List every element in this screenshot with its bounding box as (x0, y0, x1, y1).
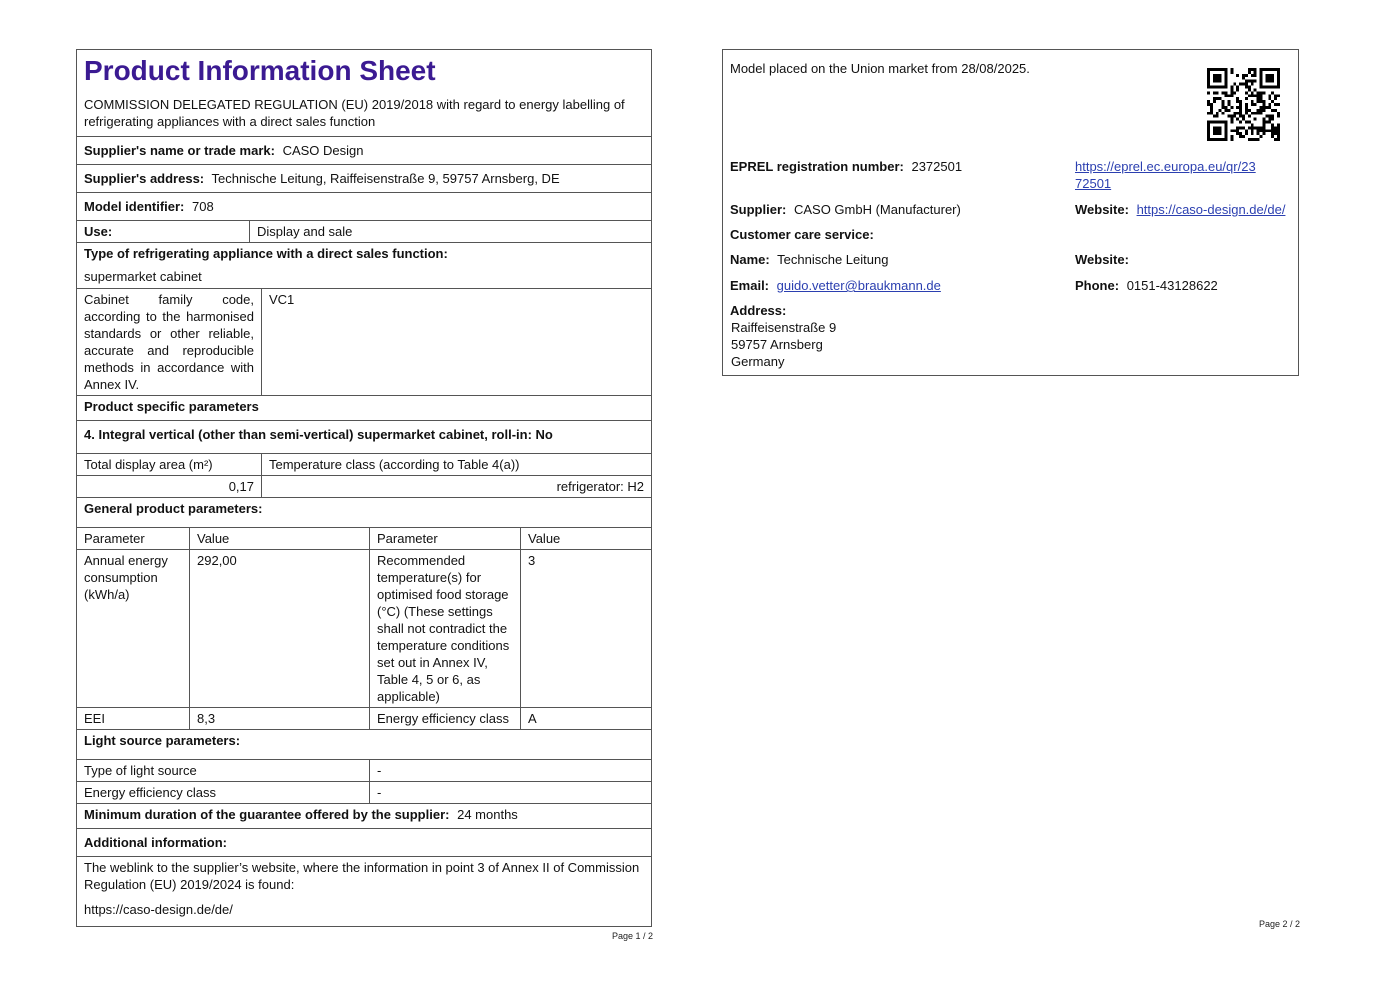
appliance-type-label: Type of refrigerating appliance with a direct sales function: (84, 246, 448, 261)
product-specific-heading: Product specific parameters (77, 395, 651, 420)
light-source-heading: Light source parameters: (77, 729, 651, 754)
customer-care-heading: Customer care service: (730, 227, 874, 242)
temperature-class-header: Temperature class (according to Table 4(a)) (261, 454, 651, 475)
page-title: Product Information Sheet (84, 55, 436, 86)
care-email-row (730, 277, 941, 294)
care-phone-label: Phone: (1075, 278, 1120, 293)
model-identifier-label: Model identifier: (84, 199, 185, 214)
table-cell: 292,00 (189, 549, 369, 707)
supplier-address-label: Supplier's address: (84, 171, 205, 186)
supplier-row (730, 201, 961, 218)
supplier-address-value: Technische Leitung, Raiffeisenstraße 9, 59757 Arnsberg, DE (211, 171, 560, 186)
use-value: Display and sale (249, 221, 651, 242)
eprel-number-value: 2372501 (911, 159, 963, 174)
page-number-2: Page 2 / 2 (1259, 919, 1301, 929)
table-header-parameter: Parameter (84, 531, 145, 546)
care-email-label: Email: (730, 278, 770, 293)
cabinet-family-value: VC1 (261, 289, 651, 395)
regulation-subtitle: COMMISSION DELEGATED REGULATION (EU) 2019/2018 with regard to energy labelling of refrigerating appliances with a direct sales function (84, 97, 625, 129)
integral-heading: 4. Integral vertical (other than semi-vertical) supermarket cabinet, roll-in: No (77, 420, 651, 448)
light-source-table (77, 759, 651, 803)
website-row (1075, 201, 1285, 218)
page-number-1: Page 1 / 2 (612, 931, 654, 941)
light-energy-class-value: - (369, 781, 651, 803)
care-email-link[interactable]: guido.vetter@braukmann.de (776, 278, 941, 293)
use-row (77, 220, 651, 242)
table-header-value: Value (189, 528, 369, 549)
additional-info-row (77, 856, 651, 926)
display-area-header: Total display area (m²) (84, 457, 213, 472)
display-area-value: 0,17 (77, 475, 261, 497)
care-name-row (730, 251, 888, 268)
website-label: Website: (1075, 202, 1129, 217)
website-link[interactable]: https://caso-design.de/de/ (1136, 202, 1286, 217)
market-placement-text: Model placed on the Union market from 28/08/2025. (730, 61, 1030, 76)
general-parameters-heading: General product parameters: (77, 497, 651, 522)
address-line-country: Germany (731, 354, 785, 369)
supplier-address-row (77, 164, 651, 192)
care-address-label: Address: (730, 303, 787, 318)
eprel-box (722, 49, 1299, 376)
guarantee-value: 24 months (457, 807, 518, 822)
table-header-value: Value (520, 528, 651, 549)
table-cell: Energy efficiency class (369, 707, 520, 729)
eprel-link-line2[interactable]: 72501 (1075, 176, 1112, 191)
supplier-label: Supplier: (730, 202, 787, 217)
address-line-street: Raiffeisenstraße 9 (731, 320, 837, 335)
table-header-parameter: Parameter (369, 528, 520, 549)
care-phone-value: 0151-43128622 (1126, 278, 1218, 293)
supplier-name-row (77, 136, 651, 164)
supplier-value: CASO GmbH (Manufacturer) (793, 202, 961, 217)
care-address (731, 319, 836, 370)
supplier-name-label: Supplier's name or trade mark: (84, 143, 275, 158)
care-name-value: Technische Leitung (777, 252, 889, 267)
table-cell: Recommended temperature(s) for optimised food storage (°C) (These settings shall not contradict the temperature conditions set out in Annex IV, Table 4, 5 or 6, as applicable) (369, 549, 520, 707)
display-area-table (77, 453, 651, 497)
temperature-class-value: refrigerator: H2 (261, 475, 651, 497)
table-cell: 3 (520, 549, 651, 707)
table-cell: A (520, 707, 651, 729)
care-website-label: Website: (1075, 252, 1129, 267)
eprel-number-row (730, 158, 962, 175)
light-energy-class-label: Energy efficiency class (77, 781, 369, 803)
guarantee-row (77, 803, 651, 828)
general-parameters-table (77, 527, 651, 729)
model-identifier-value: 708 (192, 199, 214, 214)
address-line-city: 59757 Arnsberg (731, 337, 823, 352)
weblink-text: The weblink to the supplier’s website, where the information in point 3 of Annex II of Commission Regulation (EU) 2019/2024 is found: (84, 860, 640, 892)
product-information-sheet (76, 49, 652, 927)
appliance-type-value: supermarket cabinet (84, 269, 202, 284)
cabinet-family-label: Cabinet family code, according to the harmonised standards or other reliable, accurate and reproducible methods in accordance with Annex IV. (84, 292, 254, 392)
light-source-type-label: Type of light source (84, 763, 197, 778)
care-phone-row (1075, 277, 1218, 294)
cabinet-family-row (77, 288, 651, 395)
appliance-type-row (77, 242, 651, 288)
sheet-table (76, 49, 652, 927)
table-cell: Annual energy consumption (kWh/a) (77, 549, 189, 707)
model-identifier-row (77, 192, 651, 220)
additional-info-heading: Additional information: (77, 828, 651, 856)
title-block (77, 50, 651, 136)
eprel-info-panel (722, 49, 1299, 376)
care-name-label: Name: (730, 252, 770, 267)
table-cell: EEI (77, 707, 189, 729)
supplier-name-value: CASO Design (282, 143, 364, 158)
eprel-link[interactable] (1075, 158, 1256, 192)
eprel-link-line1[interactable]: https://eprel.ec.europa.eu/qr/23 (1075, 159, 1256, 174)
light-source-type-value: - (369, 760, 651, 781)
eprel-number-label: EPREL registration number: (730, 159, 904, 174)
guarantee-label: Minimum duration of the guarantee offered by the supplier: (84, 807, 450, 822)
qr-code-icon[interactable] (1207, 68, 1280, 141)
use-label: Use: (84, 224, 113, 239)
table-cell: 8,3 (189, 707, 369, 729)
weblink-url: https://caso-design.de/de/ (84, 902, 233, 917)
